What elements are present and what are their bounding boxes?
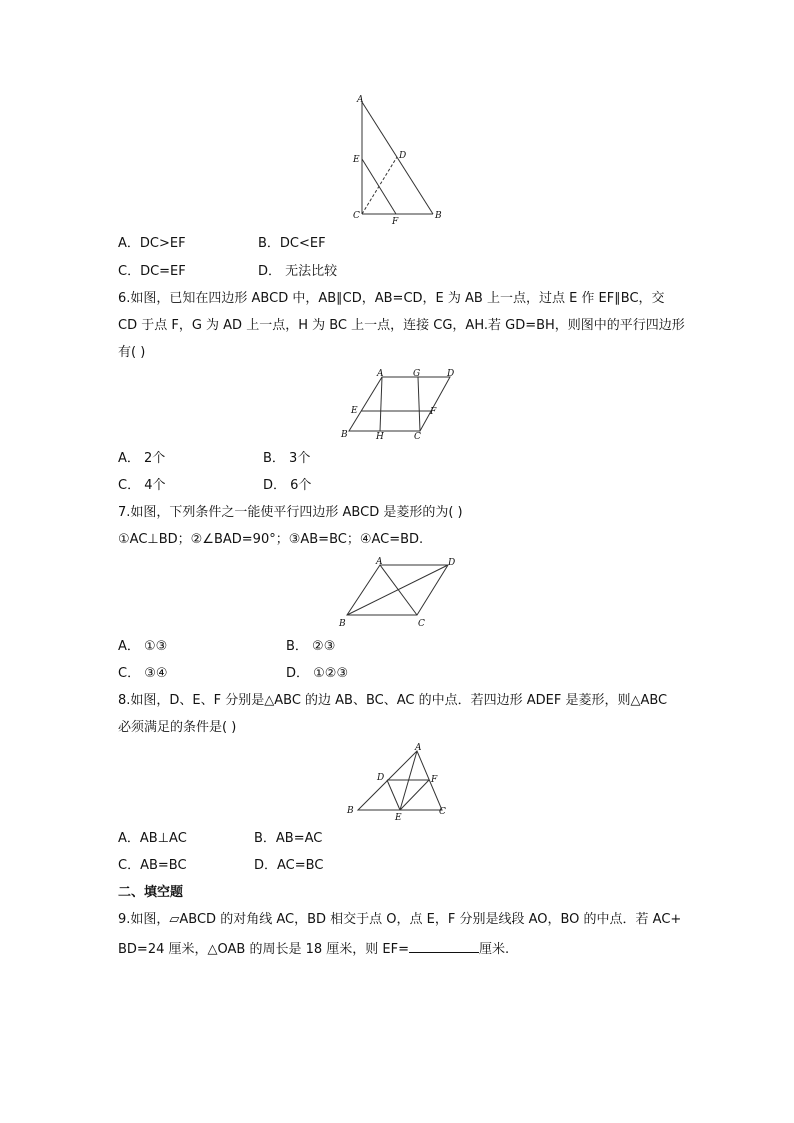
fig7-label-b: B bbox=[339, 619, 346, 629]
q5-option-a: A．DC>EF bbox=[118, 236, 186, 251]
q8-option-a: A．AB⊥AC bbox=[118, 831, 187, 846]
q7-option-b: B． ②③ bbox=[286, 639, 336, 654]
fig7-label-c: C bbox=[418, 619, 425, 629]
fig5-label-a: A bbox=[357, 95, 364, 105]
q8-option-b: B．AB=AC bbox=[254, 831, 323, 846]
q7-text-line2: ①AC⊥BD；②∠BAD=90°；③AB=BC；④AC=BD. bbox=[118, 532, 424, 547]
fig6-label-h: H bbox=[376, 432, 384, 442]
q9-text-before-blank: BD=24 厘米，△OAB 的周长是 18 厘米，则 EF= bbox=[118, 942, 409, 957]
q7-option-d: D． ①②③ bbox=[286, 666, 349, 681]
fig6-label-f: F bbox=[430, 407, 437, 417]
fig6-label-e: E bbox=[351, 406, 358, 416]
q6-option-b: B． 3个 bbox=[263, 451, 311, 466]
q7-figure bbox=[335, 556, 465, 631]
q6-text-line3: 有( ) bbox=[118, 345, 146, 360]
q9-text-after-blank: 厘米. bbox=[478, 942, 510, 957]
q8-text-line1: 8.如图，D、E、F 分别是△ABC 的边 AB、BC、AC 的中点．若四边形 ADEF 是菱形，则△ABC bbox=[118, 693, 668, 708]
q6-option-d: D． 6个 bbox=[263, 478, 312, 493]
q8-text-line2: 必须满足的条件是( ) bbox=[118, 720, 237, 735]
fig7-label-a: A bbox=[376, 557, 383, 567]
q8-figure bbox=[340, 742, 455, 822]
fig8-label-c: C bbox=[439, 807, 446, 817]
fig8-label-a: A bbox=[415, 743, 422, 753]
q6-text-line2: CD 于点 F，G 为 AD 上一点，H 为 BC 上一点，连接 CG，AH.若 GD=BH，则图中的平行四边形 bbox=[118, 318, 685, 333]
fig8-label-b: B bbox=[347, 806, 354, 816]
fig7-label-d: D bbox=[448, 558, 456, 568]
q6-option-c: C． 4个 bbox=[118, 478, 166, 493]
q9-text-line1: 9.如图，▱ABCD 的对角线 AC，BD 相交于点 O，点 E，F 分别是线段 AO，BO 的中点．若 AC+ bbox=[118, 912, 682, 927]
q5-option-b: B．DC<EF bbox=[258, 236, 326, 251]
fig8-label-f: F bbox=[431, 775, 438, 785]
fig8-label-e: E bbox=[395, 813, 402, 822]
fig5-label-e: E bbox=[353, 155, 360, 165]
fig5-label-f: F bbox=[392, 217, 399, 227]
fig6-label-d: D bbox=[447, 369, 455, 379]
q7-text-line1: 7.如图，下列条件之一能使平行四边形 ABCD 是菱形的为( ) bbox=[118, 505, 463, 520]
q9-answer-blank[interactable] bbox=[409, 940, 479, 953]
q5-figure bbox=[345, 92, 455, 227]
q6-figure bbox=[335, 368, 465, 443]
fig6-label-b: B bbox=[341, 430, 348, 440]
fig6-label-a: A bbox=[377, 369, 384, 379]
q6-text-line1: 6.如图，已知在四边形 ABCD 中，AB∥CD，AB=CD，E 为 AB 上一点，过点 E 作 EF∥BC，交 bbox=[118, 291, 665, 306]
fig5-label-b: B bbox=[435, 211, 442, 221]
q6-option-a: A． 2个 bbox=[118, 451, 166, 466]
fig6-label-g: G bbox=[413, 369, 421, 379]
fig5-label-c: C bbox=[353, 211, 360, 221]
fig6-label-c: C bbox=[414, 432, 421, 442]
q7-option-a: A． ①③ bbox=[118, 639, 168, 654]
fig5-label-d: D bbox=[399, 151, 407, 161]
q5-option-c: C．DC=EF bbox=[118, 264, 186, 279]
q8-option-c: C．AB=BC bbox=[118, 858, 187, 873]
q8-option-d: D．AC=BC bbox=[254, 858, 324, 873]
section-heading: 二、填空题 bbox=[118, 885, 184, 900]
q9-text-line2 bbox=[118, 940, 509, 958]
q7-option-c: C． ③④ bbox=[118, 666, 168, 681]
fig8-label-d: D bbox=[377, 773, 385, 783]
q5-option-d: D． 无法比较 bbox=[258, 264, 338, 279]
